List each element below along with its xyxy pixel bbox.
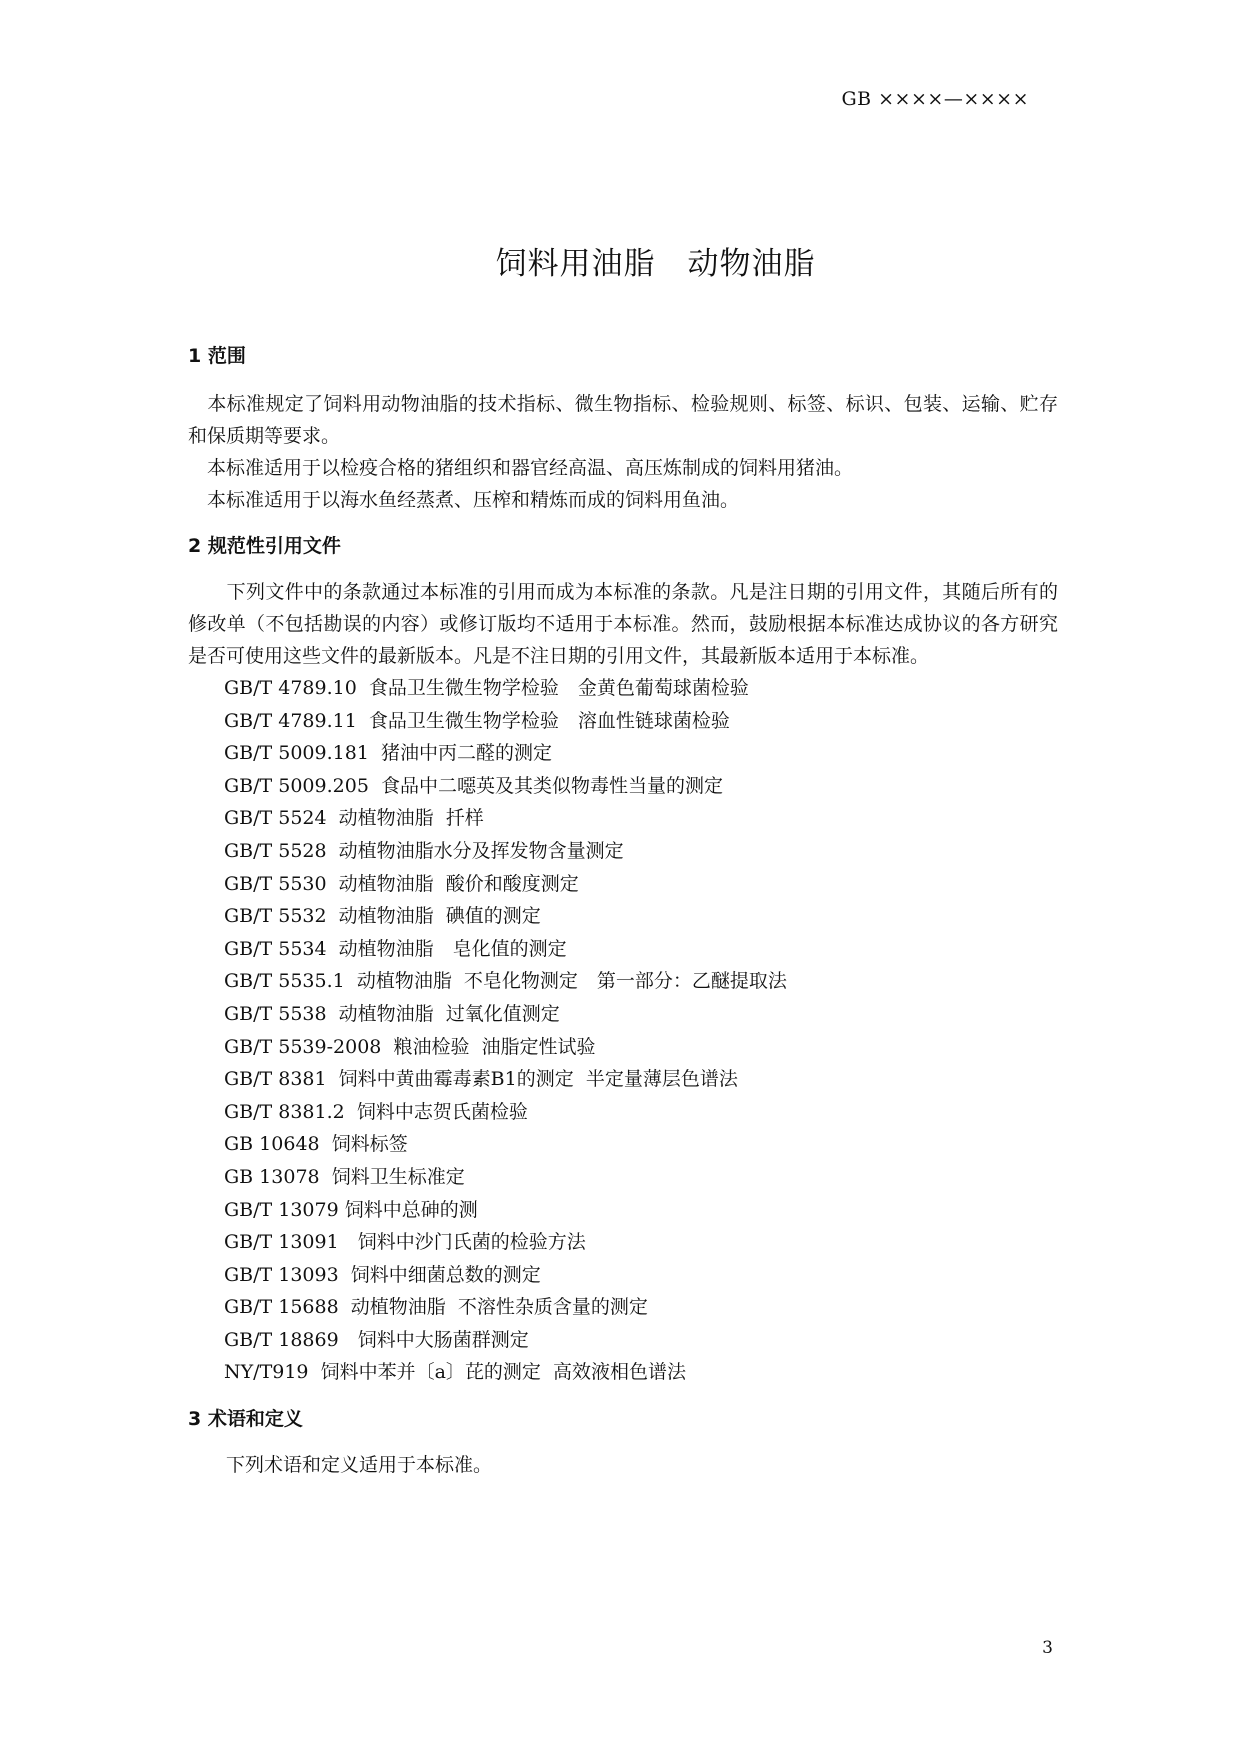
paragraph: 本标准适用于以检疫合格的猪组织和器官经高温、高压炼制成的饲料用猪油。 (188, 457, 854, 479)
reference-item: GB/T 18869 饲料中大肠菌群测定 (224, 1328, 529, 1351)
reference-item: GB/T 5535.1 动植物油脂 不皂化物测定 第一部分：乙醚提取法 (224, 970, 787, 993)
paragraph: 下列文件中的条款通过本标准的引用而成为本标准的条款。凡是注日期的引用文件，其随后所有的修改单（不包括勘误的内容）或修订版均不适用于本标准。然而，鼓励根据本标准达成协议的各方研究是否可使用这些文件的最新版本。凡是不注日期的引用文件，其最新版本适用于本标准。 (188, 581, 1058, 667)
reference-item: GB/T 5530 动植物油脂 酸价和酸度测定 (224, 872, 579, 895)
reference-item: GB/T 5009.181 猪油中丙二醛的测定 (224, 742, 552, 765)
section-normative-references (188, 530, 1058, 1389)
document-body (188, 340, 1058, 1481)
reference-item: GB/T 5539-2008 粮油检验 油脂定性试验 (224, 1035, 596, 1058)
paragraph: 下列术语和定义适用于本标准。 (188, 1454, 493, 1477)
reference-item: GB/T 5534 动植物油脂 皂化值的测定 (224, 937, 567, 960)
document-code: GB ××××—×××× (841, 88, 1029, 110)
paragraph: 本标准适用于以海水鱼经蒸煮、压榨和精炼而成的饲料用鱼油。 (188, 489, 740, 511)
paragraph: 本标准规定了饲料用动物油脂的技术指标、微生物指标、检验规则、标签、标识、包装、运输、贮存和保质期等要求。 (188, 393, 1058, 447)
section-scope (188, 340, 1058, 516)
reference-item: GB 10648 饲料标签 (224, 1133, 408, 1156)
reference-item: GB/T 5532 动植物油脂 碘值的测定 (224, 905, 541, 928)
reference-item: NY/T919 饲料中苯并〔a〕芘的测定 高效液相色谱法 (224, 1361, 686, 1384)
reference-item: GB/T 5524 动植物油脂 扦样 (224, 807, 484, 830)
page-number: 3 (1042, 1638, 1053, 1658)
reference-item: GB/T 5528 动植物油脂水分及挥发物含量测定 (224, 839, 624, 862)
reference-item: GB/T 4789.11 食品卫生微生物学检验 溶血性链球菌检验 (224, 709, 730, 732)
reference-item: GB/T 15688 动植物油脂 不溶性杂质含量的测定 (224, 1296, 648, 1319)
document-title: 饲料用油脂 动物油脂 (495, 246, 816, 282)
reference-item: GB/T 13079 饲料中总砷的测 (224, 1198, 478, 1221)
reference-item: GB/T 5009.205 食品中二噁英及其类似物毒性当量的测定 (224, 774, 723, 797)
reference-item: GB/T 8381 饲料中黄曲霉毒素B1的测定 半定量薄层色谱法 (224, 1068, 738, 1091)
reference-list (188, 672, 1058, 1389)
section-terms-definitions (188, 1403, 1058, 1481)
reference-item: GB/T 8381.2 饲料中志贺氏菌检验 (224, 1100, 528, 1123)
reference-item: GB/T 4789.10 食品卫生微生物学检验 金黄色葡萄球菌检验 (224, 677, 749, 699)
reference-item: GB/T 13093 饲料中细菌总数的测定 (224, 1263, 541, 1286)
reference-item: GB/T 5538 动植物油脂 过氧化值测定 (224, 1002, 560, 1025)
section-heading: 2 规范性引用文件 (188, 535, 341, 557)
section-heading: 3 术语和定义 (188, 1408, 303, 1431)
reference-item: GB/T 13091 饲料中沙门氏菌的检验方法 (224, 1231, 586, 1254)
reference-item: GB 13078 饲料卫生标准定 (224, 1165, 465, 1188)
section-heading: 1 范围 (188, 345, 246, 367)
